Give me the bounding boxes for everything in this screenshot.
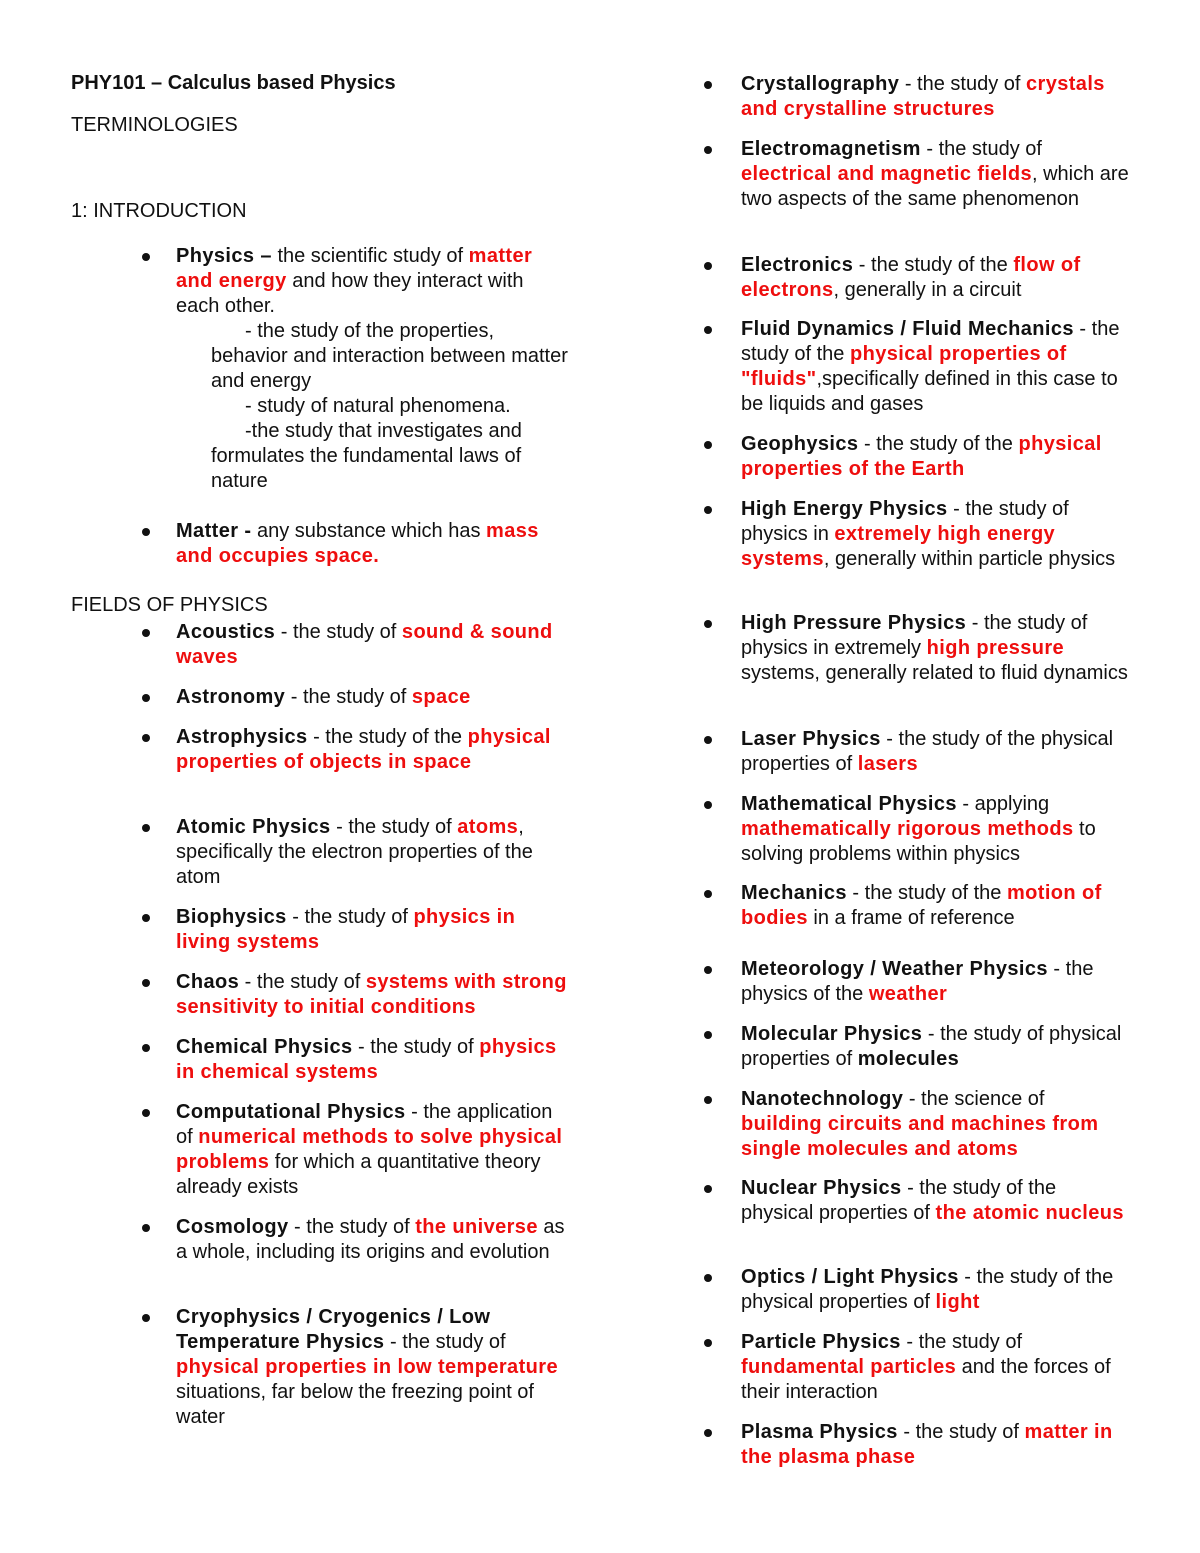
definition-subline: - study of natural phenomena. bbox=[245, 395, 511, 417]
definition-text: - the study of the physical properties of bbox=[741, 1177, 1057, 1224]
bullet-icon bbox=[704, 1339, 712, 1347]
highlighted-text: physical properties in low temperature bbox=[176, 1356, 558, 1378]
term-label: Nuclear Physics bbox=[741, 1177, 902, 1199]
term-label: Crystallography bbox=[741, 73, 900, 95]
term-label: Biophysics bbox=[176, 906, 287, 928]
bullet-icon bbox=[142, 528, 150, 536]
bullet-icon bbox=[704, 890, 712, 898]
term-label: Computational Physics bbox=[176, 1101, 406, 1123]
term-label: Electromagnetism bbox=[741, 138, 921, 160]
definition-text: - the study of bbox=[239, 971, 366, 993]
term-label: Fluid Dynamics / Fluid Mechanics bbox=[741, 318, 1074, 340]
bullet-icon bbox=[142, 734, 150, 742]
definition-text: - the study of physical properties of bbox=[741, 1023, 1122, 1070]
bullet-icon bbox=[704, 1185, 712, 1193]
definition-text: - the study of bbox=[330, 816, 458, 838]
bullet-icon bbox=[704, 262, 712, 270]
highlighted-text: lasers bbox=[857, 753, 918, 775]
definition-text: - the study of bbox=[275, 621, 402, 643]
bullet-icon bbox=[142, 1314, 150, 1322]
term-label: Acoustics bbox=[176, 621, 276, 643]
highlighted-text: physical properties of "fluids" bbox=[741, 343, 1067, 390]
highlighted-text: fundamental particles bbox=[741, 1356, 957, 1378]
bullet-icon bbox=[704, 146, 712, 154]
term-label: Geophysics bbox=[741, 433, 859, 455]
bullet-icon bbox=[142, 914, 150, 922]
term-label: Cosmology bbox=[176, 1216, 289, 1238]
term-label: Astronomy bbox=[176, 686, 286, 708]
bullet-icon bbox=[142, 824, 150, 832]
highlighted-text: space bbox=[411, 686, 471, 708]
highlighted-text: matter and energy bbox=[176, 245, 533, 292]
term-label: Chaos bbox=[176, 971, 240, 993]
highlighted-text: high pressure bbox=[926, 637, 1065, 659]
bullet-icon bbox=[142, 629, 150, 637]
term-label: High Energy Physics bbox=[741, 498, 948, 520]
highlighted-text: mathematically rigorous methods bbox=[741, 818, 1074, 840]
definition-text: - the study of bbox=[899, 73, 1026, 95]
definition-text: - the application of bbox=[176, 1101, 553, 1148]
document-title: PHY101 – Calculus based Physics bbox=[71, 72, 396, 94]
bullet-icon bbox=[704, 326, 712, 334]
term-label: Chemical Physics bbox=[176, 1036, 353, 1058]
definition-text: in a frame of reference bbox=[807, 907, 1015, 929]
bullet-icon bbox=[142, 1109, 150, 1117]
bullet-icon bbox=[142, 1224, 150, 1232]
highlighted-text: weather bbox=[868, 983, 948, 1005]
term-label: Laser Physics bbox=[741, 728, 881, 750]
definition-text: - the study of the physical properties of bbox=[741, 1266, 1114, 1313]
section-heading-fields: FIELDS OF PHYSICS bbox=[71, 594, 268, 616]
definition-text: , specifically the electron properties of the atom bbox=[176, 816, 533, 888]
definition-text: systems, generally related to fluid dynamics bbox=[741, 662, 1128, 684]
highlighted-text: physical properties of objects in space bbox=[176, 726, 551, 773]
definition-text: - the study of physics in extremely bbox=[741, 612, 1088, 659]
definition-text: - the study of the bbox=[846, 882, 1007, 904]
bullet-icon bbox=[704, 1096, 712, 1104]
highlighted-text: systems with strong sensitivity to initial conditions bbox=[176, 971, 567, 1018]
term-label: Physics – bbox=[176, 245, 272, 267]
bullet-icon bbox=[704, 441, 712, 449]
definition-text: for which a quantitative theory already exists bbox=[176, 1151, 541, 1198]
bullet-icon bbox=[704, 1031, 712, 1039]
term-label: Molecular Physics bbox=[741, 1023, 923, 1045]
term-label: Astrophysics bbox=[176, 726, 308, 748]
bullet-icon bbox=[704, 1429, 712, 1437]
term-label: Optics / Light Physics bbox=[741, 1266, 959, 1288]
term-label: Cryophysics / Cryogenics / Low Temperature Physics bbox=[176, 1306, 491, 1353]
definition-text: and the forces of their interaction bbox=[741, 1356, 1111, 1403]
definition-text: - the study of bbox=[352, 1036, 480, 1058]
highlighted-text: mass and occupies space. bbox=[176, 520, 539, 567]
term-label: Particle Physics bbox=[741, 1331, 901, 1353]
definition-text: - the study of the bbox=[853, 254, 1014, 276]
definition-text: , generally within particle physics bbox=[823, 548, 1116, 570]
term-label: Plasma Physics bbox=[741, 1421, 898, 1443]
bullet-icon bbox=[142, 694, 150, 702]
definition-text: - the study of bbox=[285, 686, 412, 708]
highlighted-text: electrical and magnetic fields bbox=[741, 163, 1032, 185]
term-label: Mathematical Physics bbox=[741, 793, 957, 815]
highlighted-text: crystals and crystalline structures bbox=[741, 73, 1105, 120]
highlighted-text: motion of bodies bbox=[741, 882, 1102, 929]
highlighted-text: light bbox=[935, 1291, 980, 1313]
highlighted-text: physical properties of the Earth bbox=[741, 433, 1102, 480]
definition-text: - the study of bbox=[897, 1421, 1025, 1443]
definition-text: as a whole, including its origins and evolution bbox=[176, 1216, 565, 1263]
highlighted-text: numerical methods to solve physical problems bbox=[176, 1126, 563, 1173]
highlighted-text: physics in chemical systems bbox=[176, 1036, 557, 1083]
definition-text: any substance which has bbox=[251, 520, 487, 542]
term-label: Matter - bbox=[176, 520, 252, 542]
definition-text: - the study of bbox=[288, 1216, 416, 1238]
definition-text: to solving problems within physics bbox=[741, 818, 1096, 865]
definition-text: - the study of the physical properties of bbox=[741, 728, 1114, 775]
definition-text: - the study of physics in bbox=[741, 498, 1069, 545]
definition-text: molecules bbox=[857, 1048, 960, 1070]
definition-text: - the study of bbox=[900, 1331, 1022, 1353]
bullet-icon bbox=[704, 801, 712, 809]
bullet-icon bbox=[142, 1044, 150, 1052]
definition-text: ,specifically defined in this case to be liquids and gases bbox=[741, 368, 1118, 415]
term-label: Meteorology / Weather Physics bbox=[741, 958, 1048, 980]
highlighted-text: matter in the plasma phase bbox=[741, 1421, 1113, 1468]
bullet-icon bbox=[142, 979, 150, 987]
definition-text: - the physics of the bbox=[741, 958, 1094, 1005]
definition-text: - applying bbox=[956, 793, 1050, 815]
definition-text: situations, far below the freezing point of water bbox=[176, 1381, 534, 1428]
bullet-icon bbox=[704, 81, 712, 89]
bullet-icon bbox=[704, 966, 712, 974]
highlighted-text: building circuits and machines from single molecules and atoms bbox=[741, 1113, 1099, 1160]
term-label: Nanotechnology bbox=[741, 1088, 904, 1110]
definition-text: - the study of bbox=[384, 1331, 506, 1353]
highlighted-text: the universe bbox=[415, 1216, 538, 1238]
definition-text: , which are two aspects of the same phenomenon bbox=[741, 163, 1129, 210]
definition-text: - the study of bbox=[286, 906, 414, 928]
term-label: Electronics bbox=[741, 254, 854, 276]
definition-text: - the study of the bbox=[741, 318, 1120, 365]
highlighted-text: sound & sound waves bbox=[176, 621, 553, 668]
bullet-icon bbox=[704, 620, 712, 628]
bullet-icon bbox=[704, 736, 712, 744]
bullet-icon bbox=[142, 253, 150, 261]
definition-subline: - the study of the properties, behavior and interaction between matter and energy bbox=[211, 320, 568, 392]
definition-subline: -the study that investigates and formulates the fundamental laws of nature bbox=[211, 420, 522, 492]
term-label: Atomic Physics bbox=[176, 816, 331, 838]
definition-text: - the study of the bbox=[858, 433, 1019, 455]
highlighted-text: extremely high energy systems bbox=[741, 523, 1056, 570]
bullet-icon bbox=[704, 506, 712, 514]
document-subtitle: TERMINOLOGIES bbox=[71, 114, 238, 136]
section-heading-introduction: 1: INTRODUCTION bbox=[71, 200, 247, 222]
definition-text: and how they interact with each other. bbox=[176, 270, 524, 317]
highlighted-text: physics in living systems bbox=[176, 906, 516, 953]
highlighted-text: atoms bbox=[457, 816, 519, 838]
term-label: Mechanics bbox=[741, 882, 847, 904]
bullet-icon bbox=[704, 1274, 712, 1282]
definition-text: - the study of bbox=[920, 138, 1042, 160]
definition-text: the scientific study of bbox=[271, 245, 469, 267]
definition-text: - the study of the bbox=[307, 726, 468, 748]
term-label: High Pressure Physics bbox=[741, 612, 967, 634]
definition-text: , generally in a circuit bbox=[833, 279, 1022, 301]
highlighted-text: the atomic nucleus bbox=[935, 1202, 1124, 1224]
definition-text: - the science of bbox=[903, 1088, 1045, 1110]
highlighted-text: flow of electrons bbox=[741, 254, 1081, 301]
